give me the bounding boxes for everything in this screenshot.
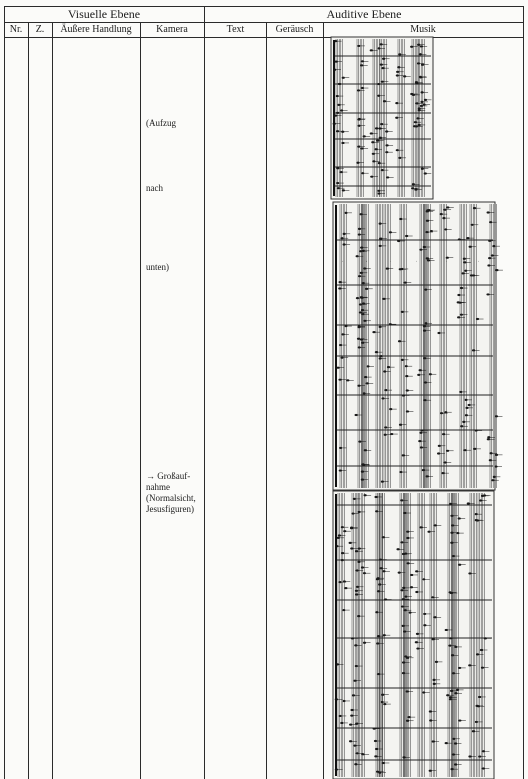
score-excerpt	[333, 202, 503, 490]
score-excerpt	[333, 491, 494, 779]
visual-level-header: Visuelle Ebene	[67, 7, 141, 21]
svg-text:·: ·	[389, 260, 394, 262]
column-header-nr: Nr.	[9, 24, 23, 35]
camera-note: nahme	[146, 482, 170, 492]
column-header-kamera: Kamera	[156, 24, 188, 35]
camera-note: unten)	[146, 262, 169, 272]
svg-text:·: ·	[365, 260, 370, 262]
column-header-z: Z.	[35, 24, 45, 35]
column-header-handlung: Äußere Handlung	[60, 24, 132, 35]
svg-text:·: ·	[341, 260, 346, 262]
svg-text:·: ·	[445, 260, 450, 262]
score-excerpt	[331, 37, 433, 199]
column-header-gerausch: Geräusch	[275, 24, 314, 35]
svg-text:·: ·	[415, 260, 420, 262]
camera-note: (Normalsicht,	[146, 493, 196, 503]
camera-note: Jesusfiguren)	[146, 504, 194, 514]
column-header-musik: Musik	[410, 24, 436, 35]
audio-level-header: Auditive Ebene	[326, 7, 402, 21]
camera-note: → Großauf-	[146, 471, 191, 481]
svg-text:·: ·	[477, 260, 482, 262]
camera-note: nach	[146, 183, 163, 193]
column-header-text: Text	[226, 24, 245, 35]
camera-note: (Aufzug	[146, 118, 176, 128]
